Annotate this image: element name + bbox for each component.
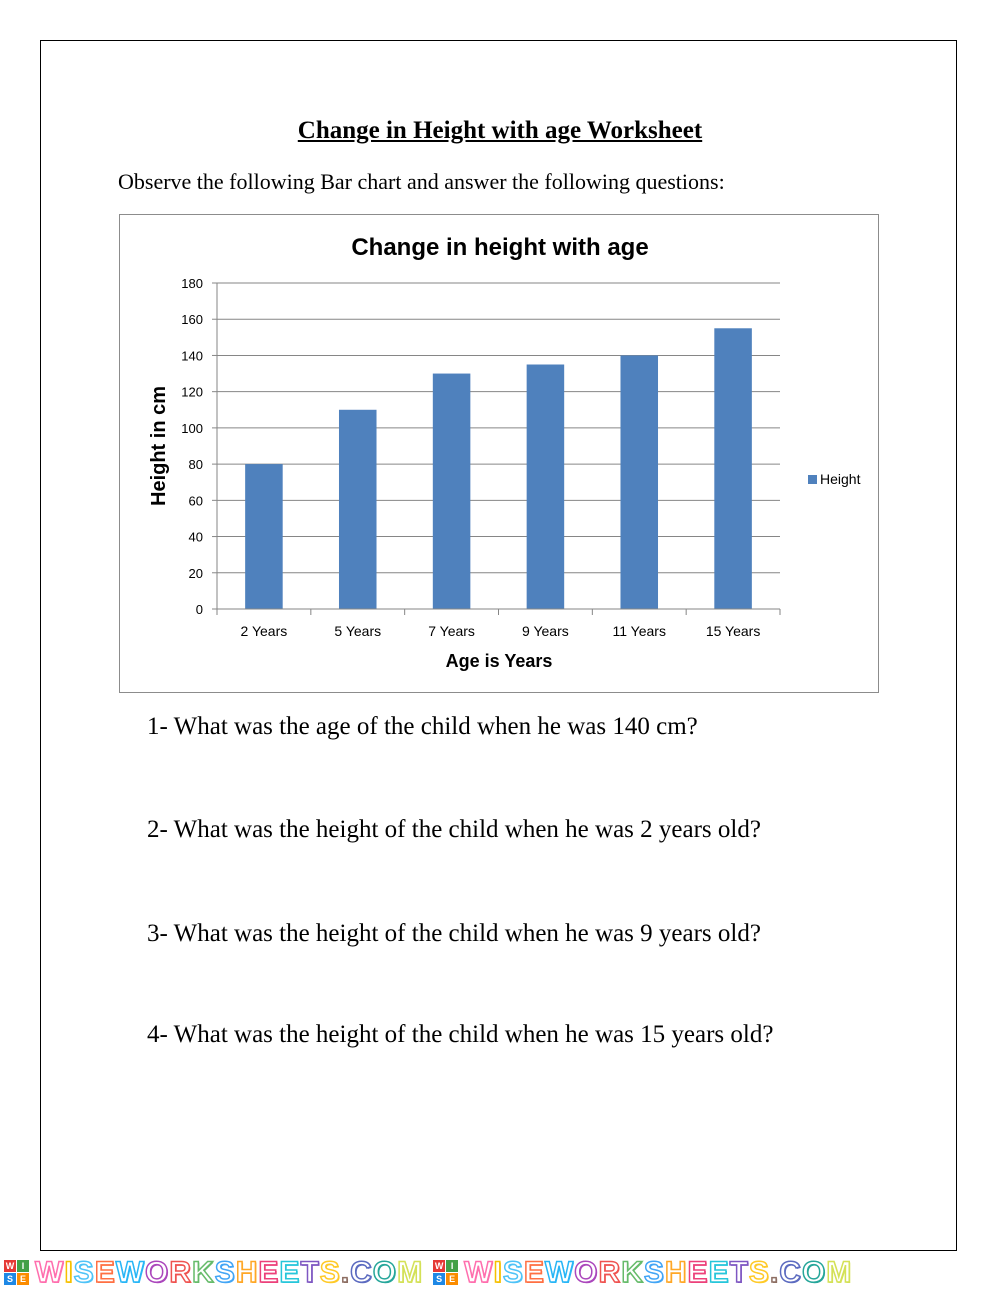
x-tick-label: 7 Years [428,623,475,639]
watermark-text: WISEWORKSHEETS.COM [35,1255,424,1289]
logo-letter: S [433,1273,445,1285]
bar-chart [119,214,879,693]
site-logo-icon [4,1260,29,1285]
x-tick-label: 9 Years [522,623,569,639]
bar-2-years [245,464,283,609]
bar-15-years [714,328,752,609]
footer-watermark-1 [4,1256,423,1290]
chart-axes [212,283,780,615]
worksheet-title: Change in Height with age Worksheet [297,117,703,144]
watermark-text: WISEWORKSHEETS.COM [464,1255,853,1289]
y-tick-label: 20 [188,565,203,581]
y-tick-label: 0 [195,602,203,617]
x-tick-label: 5 Years [334,623,382,639]
logo-letter: W [434,1261,444,1271]
footer-watermark [0,1254,1000,1291]
y-tick-label: 120 [181,384,203,400]
question-3: 3- What was the height of the child when he was 9 years old? [147,920,761,947]
logo-letter: E [446,1273,458,1285]
site-logo-icon [433,1260,458,1285]
bar-9-years [527,365,565,610]
x-tick-label: 15 Years [705,623,761,639]
legend-label: Height [820,471,861,487]
y-tick-label: 40 [188,529,203,545]
chart-y-axis-label: Height in cm [148,385,170,507]
x-tick-label: 11 Years [612,623,666,639]
logo-letter: E [17,1273,29,1285]
question-1: 1- What was the age of the child when he was 140 cm? [147,713,698,740]
bar-5-years [339,410,377,609]
chart-legend [808,471,861,487]
logo-letter: I [446,1260,458,1272]
logo-letter: W [5,1261,15,1271]
y-tick-label: 80 [188,457,203,473]
logo-letter: I [17,1260,29,1272]
chart-x-axis-label: Age is Years [445,651,553,671]
question-2: 2- What was the height of the child when he was 2 years old? [147,816,761,843]
logo-letter: S [4,1273,16,1285]
x-tick-label: 2 Years [240,623,288,639]
chart-title: Change in height with age [351,234,649,261]
chart-grid [217,283,780,573]
chart-bars [245,328,752,609]
bar-11-years [620,355,658,609]
worksheet-instructions: Observe the following Bar chart and answer the following questions: [118,169,725,194]
question-4: 4- What was the height of the child when he was 15 years old? [147,1021,774,1048]
y-tick-label: 60 [188,493,203,509]
y-tick-label: 140 [181,348,203,364]
footer-watermark-2 [433,1256,852,1290]
bar-chart-svg [120,215,880,694]
bar-7-years [433,374,471,609]
y-tick-label: 160 [181,312,203,328]
y-tick-label: 180 [181,276,203,291]
y-tick-label: 100 [181,420,203,436]
legend-swatch [808,475,817,484]
